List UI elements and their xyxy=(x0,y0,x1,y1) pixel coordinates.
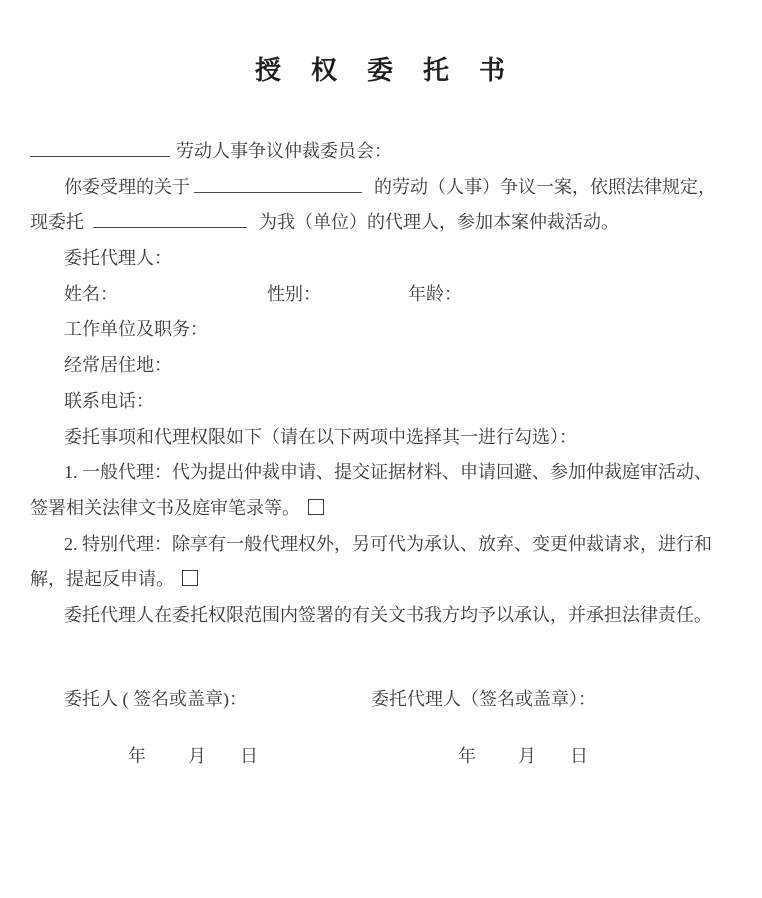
committee-name-blank[interactable] xyxy=(30,137,170,157)
principal-signature-label: 委托人 ( 签名或盖章)： xyxy=(64,688,247,709)
principal-day-label: 日 xyxy=(240,746,258,767)
principal-year-label: 年 xyxy=(128,746,146,767)
general-agency-checkbox[interactable] xyxy=(308,499,324,515)
case-intro-pre-text: 你委受理的关于 xyxy=(64,176,190,197)
personal-info-line xyxy=(30,277,732,313)
authorization-intro-line xyxy=(30,420,732,456)
agent-signature-label: 委托代理人（签名或盖章）： xyxy=(371,688,596,709)
principal-date-group xyxy=(128,739,258,775)
residence-line xyxy=(30,348,732,384)
general-agency-text-2: 签署相关法律文书及庭审笔录等。 xyxy=(30,497,300,518)
signature-line xyxy=(30,682,732,718)
agent-heading-label: 委托代理人： xyxy=(64,248,172,269)
phone-line xyxy=(30,384,732,420)
authorization-intro-text: 委托事项和代理权限如下（请在以下两项中选择其一进行勾选）： xyxy=(64,426,577,447)
entrust-pre-text: 现委托 xyxy=(30,212,84,233)
age-label: 年龄： xyxy=(408,283,462,304)
name-label: 姓名： xyxy=(64,283,118,304)
document-title: 授 权 委 托 书 xyxy=(254,55,507,85)
date-line xyxy=(30,739,732,775)
agent-year-label: 年 xyxy=(458,746,476,767)
case-subject-blank[interactable] xyxy=(194,173,362,193)
entrust-line xyxy=(30,205,732,241)
case-intro-line xyxy=(30,170,732,206)
acknowledgement-line xyxy=(30,598,732,634)
entrust-post-text: 为我（单位）的代理人，参加本案仲裁活动。 xyxy=(259,212,619,233)
special-agency-line-1 xyxy=(30,527,732,563)
agent-day-label: 日 xyxy=(570,746,588,767)
addressee-line xyxy=(30,134,732,170)
case-intro-post-text: 的劳动（人事）争议一案，依照法律规定， xyxy=(374,176,716,197)
acknowledgement-text: 委托代理人在委托权限范围内签署的有关文书我方均予以承认，并承担法律责任。 xyxy=(64,604,712,625)
gender-label: 性别： xyxy=(267,283,321,304)
agent-name-blank[interactable] xyxy=(93,208,247,228)
work-unit-line xyxy=(30,312,732,348)
general-agency-line-1 xyxy=(30,455,732,491)
work-unit-label: 工作单位及职务： xyxy=(64,319,208,340)
agent-date-group xyxy=(458,739,588,775)
phone-label: 联系电话： xyxy=(64,390,154,411)
special-agency-text-1: 2. 特别代理：除享有一般代理权外，另可代为承认、放弃、变更仲裁请求，进行和 xyxy=(64,533,712,554)
document-body xyxy=(30,134,732,634)
residence-label: 经常居住地： xyxy=(64,355,172,376)
general-agency-text-1: 1. 一般代理：代为提出仲裁申请、提交证据材料、申请回避、参加仲裁庭审活动、 xyxy=(64,462,712,483)
addressee-label: 劳动人事争议仲裁委员会： xyxy=(176,141,392,161)
principal-month-label: 月 xyxy=(188,746,206,767)
special-agency-checkbox[interactable] xyxy=(182,570,198,586)
special-agency-line-2 xyxy=(30,562,732,598)
general-agency-line-2 xyxy=(30,491,732,527)
agent-month-label: 月 xyxy=(518,746,536,767)
agent-heading-line xyxy=(30,241,732,277)
special-agency-text-2: 解，提起反申请。 xyxy=(30,569,174,590)
